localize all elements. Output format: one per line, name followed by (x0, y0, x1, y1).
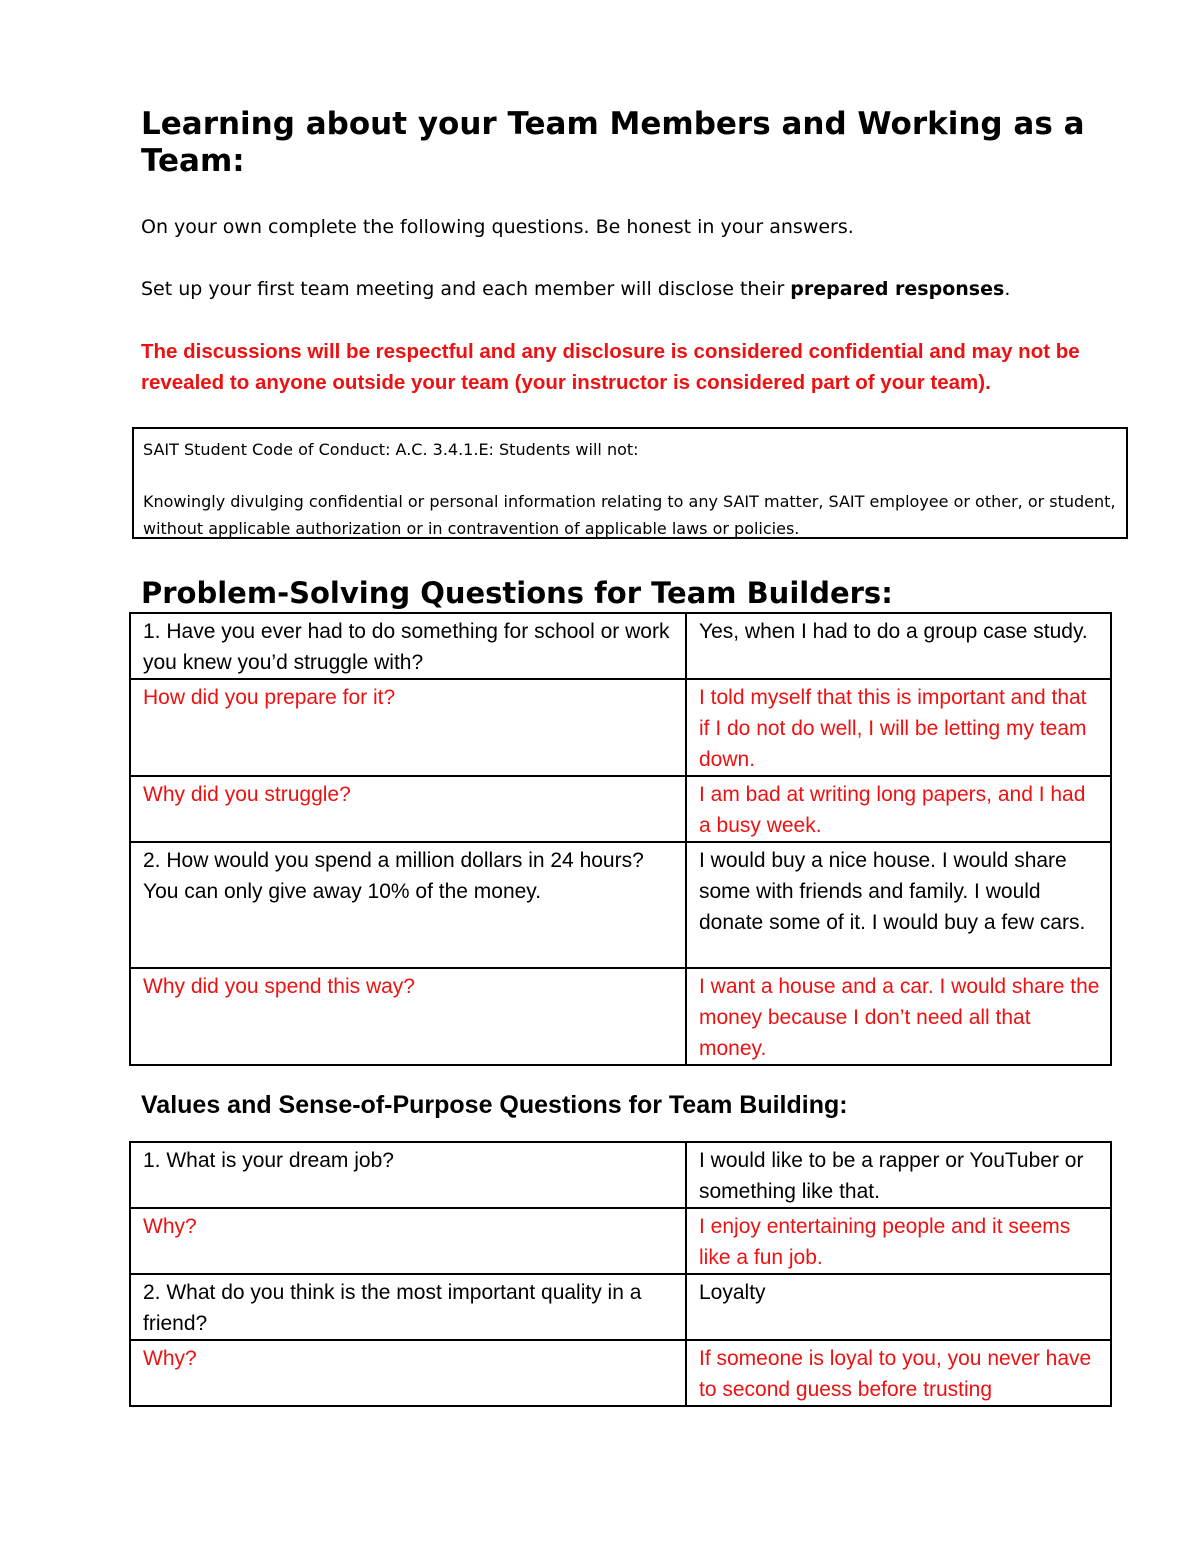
table-row (130, 1142, 1111, 1208)
question-cell: Why did you struggle? (130, 776, 686, 842)
question-cell: 2. What do you think is the most important quality in a friend? (130, 1274, 686, 1340)
intro-paragraph: On your own complete the following questions. Be honest in your answers. (141, 216, 854, 238)
question-cell: Why? (130, 1208, 686, 1274)
values-heading: Values and Sense-of-Purpose Questions for Team Building: (141, 1091, 848, 1119)
answer-cell: I am bad at writing long papers, and I had a busy week. (686, 776, 1111, 842)
table-row (130, 1274, 1111, 1340)
question-cell: 1. What is your dream job? (130, 1142, 686, 1208)
table-row (130, 1208, 1111, 1274)
answer-cell: I would like to be a rapper or YouTuber or something like that. (686, 1142, 1111, 1208)
answer-cell: If someone is loyal to you, you never have to second guess before trusting (686, 1340, 1111, 1406)
question-cell: Why? (130, 1340, 686, 1406)
question-cell: Why did you spend this way? (130, 968, 686, 1065)
question-cell: 1. Have you ever had to do something for school or work you knew you’d struggle with? (130, 613, 686, 679)
table-row (130, 679, 1111, 776)
values-table (129, 1141, 1112, 1407)
meeting-instructions-text: Set up your first team meeting and each member will disclose their (141, 278, 791, 300)
table-row (130, 776, 1111, 842)
code-of-conduct-text: Knowingly divulging confidential or personal information relating to any SAIT matter, SAIT employee or other, or student, without applicable authorization or in contravention of applicable laws or policies. (143, 492, 1116, 538)
table-row (130, 968, 1111, 1065)
question-cell: How did you prepare for it? (130, 679, 686, 776)
table-row (130, 1340, 1111, 1406)
answer-cell: Loyalty (686, 1274, 1111, 1340)
code-of-conduct-heading: SAIT Student Code of Conduct: A.C. 3.4.1.E: Students will not: (143, 440, 639, 459)
meeting-instructions (141, 274, 1131, 305)
answer-cell: I want a house and a car. I would share the money because I don’t need all that money. (686, 968, 1111, 1065)
answer-cell: Yes, when I had to do a group case study. (686, 613, 1111, 679)
confidentiality-warning: The discussions will be respectful and any disclosure is considered confidential and may not be revealed to anyone outside your team (your instructor is considered part of your team). (141, 340, 1080, 394)
table-row (130, 842, 1111, 968)
table-row (130, 613, 1111, 679)
question-cell: 2. How would you spend a million dollars in 24 hours? You can only give away 10% of the money. (130, 842, 686, 968)
code-of-conduct-box (132, 427, 1128, 539)
page-title: Learning about your Team Members and Working as a Team: (141, 106, 1085, 179)
answer-cell: I told myself that this is important and that if I do not do well, I will be letting my team down. (686, 679, 1111, 776)
answer-cell: I enjoy entertaining people and it seems like a fun job. (686, 1208, 1111, 1274)
problem-solving-table (129, 612, 1112, 1066)
meeting-instructions-end: . (1004, 278, 1011, 300)
answer-cell: I would buy a nice house. I would share some with friends and family. I would donate some of it. I would buy a few cars. (686, 842, 1111, 968)
prepared-responses-emphasis: prepared responses (790, 278, 1005, 300)
problem-solving-heading: Problem-Solving Questions for Team Builders: (141, 576, 893, 610)
